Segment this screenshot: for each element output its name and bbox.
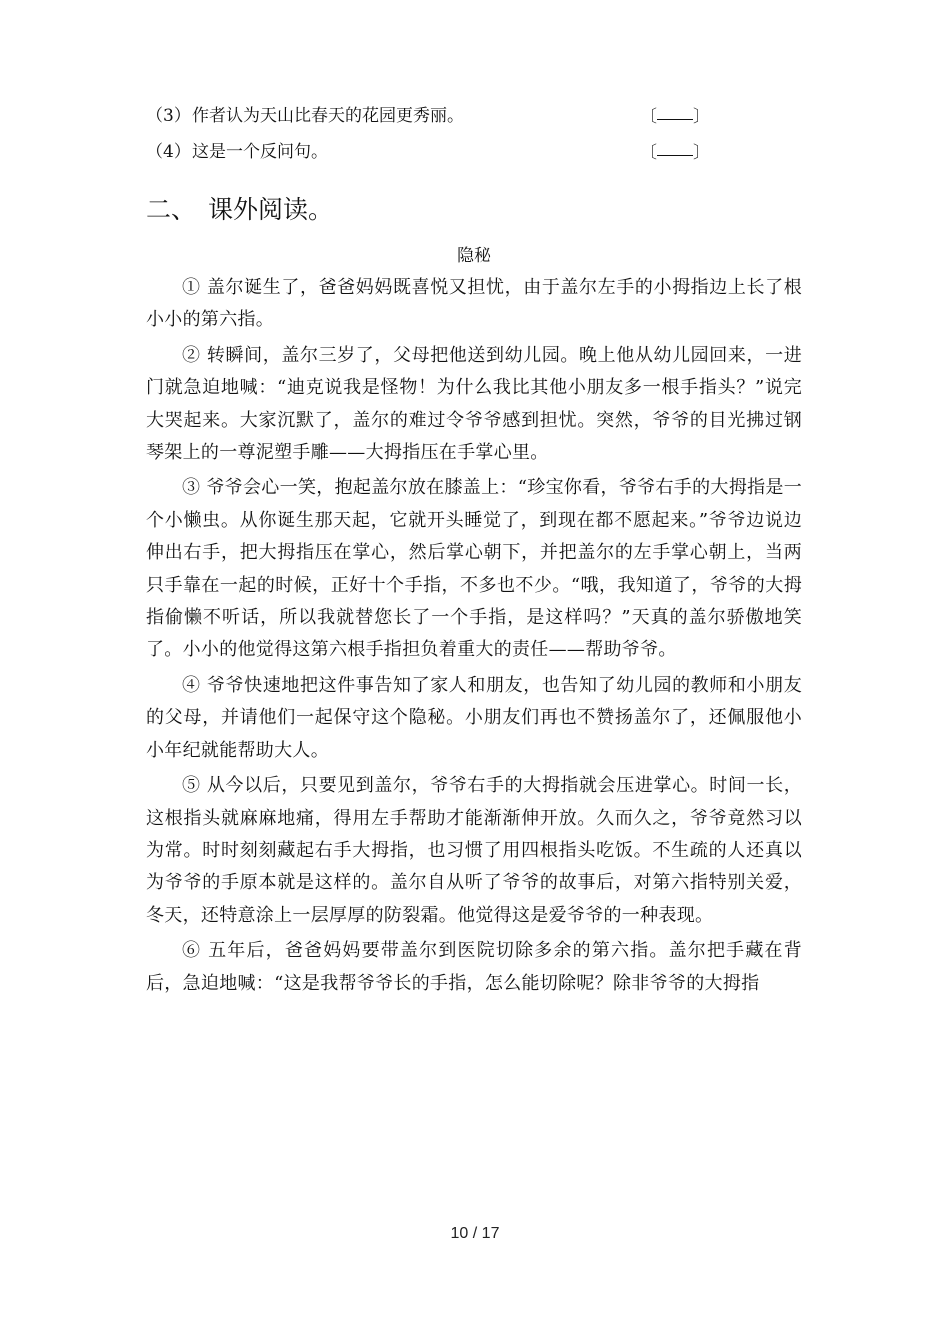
page-number: 10 / 17 [450, 1225, 500, 1242]
reading-passage [146, 272, 802, 1003]
answer-bracket [640, 137, 710, 168]
question-text: 作者认为天山比春天的花园更秀丽。 [192, 106, 464, 126]
bracket-close: 〕 [693, 107, 710, 127]
question-number: （3） [146, 106, 191, 126]
bracket-open: 〔 [640, 143, 657, 163]
question-text: 这是一个反问句。 [192, 142, 328, 162]
answer-blank[interactable] [657, 137, 693, 156]
question-number: （4） [146, 142, 191, 162]
section-number: 二、 [146, 195, 197, 224]
judgment-question-3 [146, 101, 710, 131]
story-title: 隐秘 [457, 246, 491, 266]
section-heading [146, 192, 333, 228]
answer-bracket [640, 101, 710, 132]
paragraph-5: ⑤ 从今以后，只要见到盖尔，爷爷右手的大拇指就会压进掌心。时间一长，这根指头就麻麻地痛，得用左手帮助才能渐渐伸开放。久而久之，爷爷竟然习以为常。时时刻刻藏起右手大拇指，也习惯了用四根指头吃饭。不生疏的人还真以为爷爷的手原本就是这样的。盖尔自从听了爷爷的故事后，对第六指特别关爱，冬天，还特意涂上一层厚厚的防裂霜。他觉得这是爱爷爷的一种表现。 [146, 775, 802, 926]
bracket-close: 〕 [693, 143, 710, 163]
answer-blank[interactable] [657, 101, 693, 120]
bracket-open: 〔 [640, 107, 657, 127]
section-title-text: 课外阅读。 [208, 195, 334, 224]
paragraph-4: ④ 爷爷快速地把这件事告知了家人和朋友，也告知了幼儿园的教师和小朋友的父母，并请他们一起保守这个隐秘。小朋友们再也不赞扬盖尔了，还佩服他小小年纪就能帮助大人。 [146, 674, 802, 761]
paragraph-1: ① 盖尔诞生了，爸爸妈妈既喜悦又担忧，由于盖尔左手的小拇指边上长了根小小的第六指。 [146, 277, 802, 331]
paragraph-6: ⑥ 五年后，爸爸妈妈要带盖尔到医院切除多余的第六指。盖尔把手藏在背后，急迫地喊：“这是我帮爷爷长的手指，怎么能切除呢？除非爷爷的大拇指 [146, 940, 802, 994]
judgment-question-4 [146, 137, 710, 167]
paragraph-3: ③ 爷爷会心一笑，抱起盖尔放在膝盖上：“珍宝你看，爷爷右手的大拇指是一个小懒虫。从你诞生那天起，它就开头睡觉了，到现在都不愿起来。”爷爷边说边伸出右手，把大拇指压在掌心，然后掌心朝下，并把盖尔的左手掌心朝上，当两只手靠在一起的时候，正好十个手指，不多也不少。“哦，我知道了，爷爷的大拇指偷懒不听话，所以我就替您长了一个手指，是这样吗？”天真的盖尔骄傲地笑了。小小的他觉得这第六根手指担负着重大的责任——帮助爷爷。 [146, 477, 802, 661]
paragraph-2: ② 转瞬间，盖尔三岁了，父母把他送到幼儿园。晚上他从幼儿园回来，一进门就急迫地喊：“迪克说我是怪物！为什么我比其他小朋友多一根手指头？”说完大哭起来。大家沉默了，盖尔的难过令爷爷感到担忧。突然，爷爷的目光拂过钢琴架上的一尊泥塑手雕——大拇指压在手掌心里。 [146, 344, 802, 464]
